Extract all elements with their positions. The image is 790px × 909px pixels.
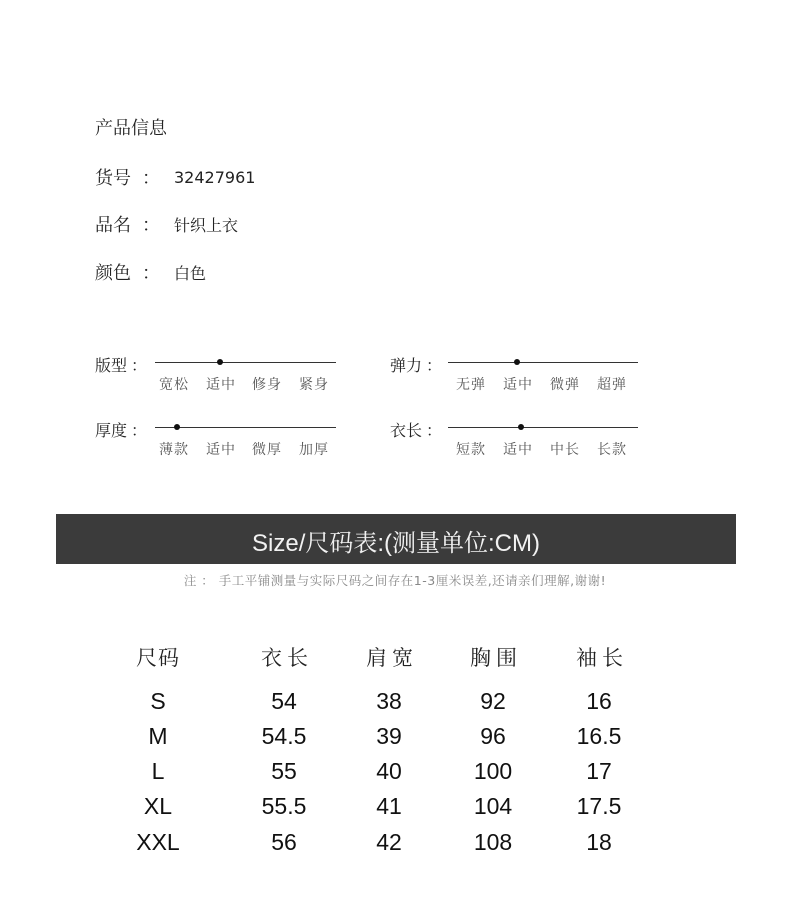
color-label: 颜色 (95, 263, 131, 284)
table-cell: 55.5 (261, 793, 307, 819)
product-name-colon: ： (142, 215, 160, 236)
slider-indicator (174, 424, 180, 430)
slider-colon: ： (131, 421, 148, 440)
size-chart-title: Size/尺码表:(测量单位:CM) (252, 530, 540, 557)
slider-option: 紧身 (299, 377, 329, 393)
slider-label: 厚度 (95, 421, 128, 440)
slider-option: 长款 (597, 442, 627, 458)
slider-option: 修身 (252, 377, 282, 393)
slider-track (448, 362, 638, 363)
table-cell: 38 (376, 688, 402, 714)
table-cell: 18 (586, 829, 612, 855)
slider-track (155, 362, 336, 363)
table-header-cell: 衣长 (261, 646, 313, 670)
product-name-value: 针织上衣 (174, 216, 239, 235)
table-cell: 17.5 (576, 793, 622, 819)
table-cell: 42 (376, 829, 402, 855)
slider-option: 薄款 (159, 442, 189, 458)
table-cell: 41 (376, 793, 402, 819)
slider-label: 版型 (95, 356, 128, 375)
slider-colon: ： (426, 421, 443, 440)
table-cell: 40 (376, 758, 402, 784)
slider-option: 超弹 (597, 377, 627, 393)
table-header-cell: 肩宽 (366, 646, 418, 670)
slider-colon: ： (131, 356, 148, 375)
item-number-colon: ： (142, 168, 160, 189)
table-header-cell: 胸围 (470, 646, 522, 670)
measurement-note: 注 ： 手工平铺测量与实际尺码之间存在1-3厘米误差,还请亲们理解,谢谢! (183, 573, 607, 588)
table-cell: L (151, 758, 165, 784)
table-header-cell: 袖长 (576, 646, 628, 670)
color-value: 白色 (174, 264, 207, 283)
product-name-label: 品名 (95, 215, 131, 236)
table-cell: XXL (136, 829, 180, 855)
table-cell: 56 (271, 829, 297, 855)
table-cell: M (148, 723, 168, 749)
table-cell: 16 (586, 688, 612, 714)
table-cell: 96 (480, 723, 506, 749)
table-cell: 104 (473, 793, 513, 819)
table-header-cell: 尺码 (136, 646, 180, 670)
slider-indicator (217, 359, 223, 365)
slider-option: 微厚 (252, 442, 282, 458)
table-cell: 54.5 (261, 723, 307, 749)
slider-option: 微弹 (550, 377, 580, 393)
table-cell: 92 (480, 688, 506, 714)
item-number-label: 货号 (95, 168, 131, 189)
table-cell: 100 (473, 758, 513, 784)
table-cell: 54 (271, 688, 297, 714)
color-colon: ： (142, 263, 160, 284)
size-chart-banner (56, 514, 736, 564)
slider-option: 无弹 (456, 377, 486, 393)
slider-indicator (518, 424, 524, 430)
slider-option: 适中 (206, 442, 236, 458)
slider-option: 宽松 (159, 377, 189, 393)
slider-option: 加厚 (299, 442, 329, 458)
table-cell: S (150, 688, 166, 714)
slider-option: 短款 (456, 442, 486, 458)
table-cell: 108 (473, 829, 513, 855)
slider-label: 弹力 (390, 356, 423, 375)
slider-option: 适中 (503, 377, 533, 393)
item-number-value: 32427961 (174, 168, 256, 187)
slider-option: 适中 (503, 442, 533, 458)
table-cell: 55 (271, 758, 297, 784)
slider-label: 衣长 (390, 421, 423, 440)
slider-track (155, 427, 336, 428)
table-cell: 16.5 (576, 723, 622, 749)
table-cell: XL (143, 793, 173, 819)
table-cell: 39 (376, 723, 402, 749)
slider-track (448, 427, 638, 428)
table-cell: 17 (586, 758, 612, 784)
product-info-title: 产品信息 (95, 118, 167, 139)
slider-indicator (514, 359, 520, 365)
slider-option: 适中 (206, 377, 236, 393)
slider-colon: ： (426, 356, 443, 375)
slider-option: 中长 (550, 442, 580, 458)
